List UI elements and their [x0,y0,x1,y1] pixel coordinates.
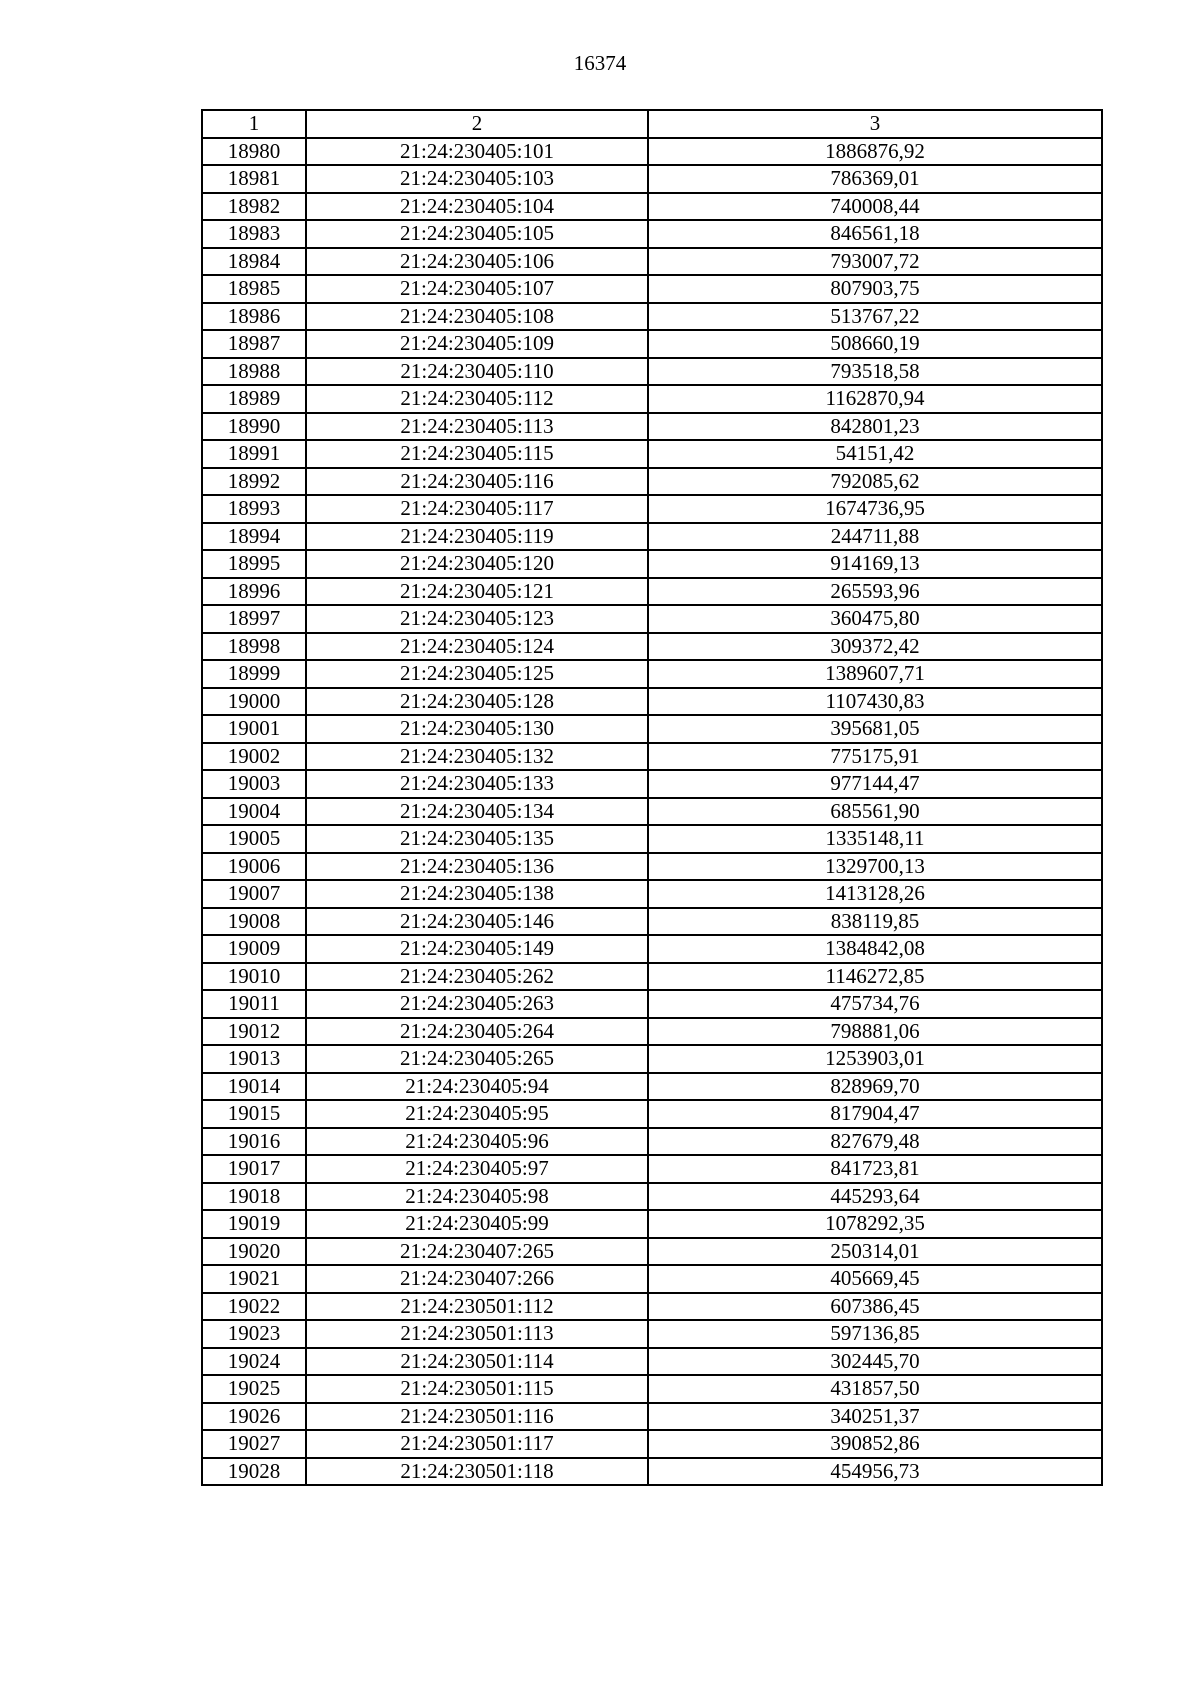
cadastral-number-cell: 21:24:230405:265 [306,1045,648,1073]
table-row [202,523,1102,551]
value-cell: 390852,86 [648,1430,1102,1458]
table-row [202,1183,1102,1211]
row-number-cell: 19018 [202,1183,306,1211]
value-cell: 1674736,95 [648,495,1102,523]
table-row [202,303,1102,331]
row-number-cell: 19007 [202,880,306,908]
row-number-cell: 19022 [202,1293,306,1321]
row-number-cell: 19026 [202,1403,306,1431]
cadastral-number-cell: 21:24:230405:121 [306,578,648,606]
cadastral-number-cell: 21:24:230405:146 [306,908,648,936]
cadastral-number-cell: 21:24:230405:125 [306,660,648,688]
cadastral-number-cell: 21:24:230405:138 [306,880,648,908]
table-row [202,138,1102,166]
value-cell: 846561,18 [648,220,1102,248]
cadastral-number-cell: 21:24:230405:96 [306,1128,648,1156]
cadastral-number-cell: 21:24:230405:107 [306,275,648,303]
table-row [202,1045,1102,1073]
table-row [202,880,1102,908]
row-number-cell: 19020 [202,1238,306,1266]
cadastral-number-cell: 21:24:230405:113 [306,413,648,441]
table-row [202,468,1102,496]
row-number-cell: 19003 [202,770,306,798]
table-row [202,1430,1102,1458]
row-number-cell: 19012 [202,1018,306,1046]
value-cell: 360475,80 [648,605,1102,633]
column-header-1: 1 [202,110,306,138]
value-cell: 508660,19 [648,330,1102,358]
value-cell: 1413128,26 [648,880,1102,908]
table-row [202,1265,1102,1293]
value-cell: 838119,85 [648,908,1102,936]
cadastral-number-cell: 21:24:230405:132 [306,743,648,771]
table-row [202,1375,1102,1403]
row-number-cell: 19005 [202,825,306,853]
table-row [202,248,1102,276]
value-cell: 1384842,08 [648,935,1102,963]
cadastral-number-cell: 21:24:230405:115 [306,440,648,468]
cadastral-number-cell: 21:24:230405:94 [306,1073,648,1101]
row-number-cell: 18989 [202,385,306,413]
table-row [202,990,1102,1018]
row-number-cell: 18980 [202,138,306,166]
row-number-cell: 19027 [202,1430,306,1458]
cadastral-number-cell: 21:24:230501:118 [306,1458,648,1486]
cadastral-number-cell: 21:24:230405:116 [306,468,648,496]
value-cell: 807903,75 [648,275,1102,303]
value-cell: 244711,88 [648,523,1102,551]
row-number-cell: 18983 [202,220,306,248]
value-cell: 793518,58 [648,358,1102,386]
page-number: 16374 [573,51,627,75]
cadastral-number-cell: 21:24:230405:109 [306,330,648,358]
cadastral-number-cell: 21:24:230405:112 [306,385,648,413]
value-cell: 1389607,71 [648,660,1102,688]
value-cell: 513767,22 [648,303,1102,331]
row-number-cell: 18984 [202,248,306,276]
cadastral-number-cell: 21:24:230405:124 [306,633,648,661]
cadastral-number-cell: 21:24:230405:95 [306,1100,648,1128]
row-number-cell: 18991 [202,440,306,468]
table-row [202,385,1102,413]
table-row [202,358,1102,386]
row-number-cell: 19017 [202,1155,306,1183]
cadastral-number-cell: 21:24:230405:117 [306,495,648,523]
cadastral-number-cell: 21:24:230407:265 [306,1238,648,1266]
table-row [202,495,1102,523]
table-row [202,1293,1102,1321]
value-cell: 309372,42 [648,633,1102,661]
value-cell: 395681,05 [648,715,1102,743]
row-number-cell: 19004 [202,798,306,826]
table-row [202,770,1102,798]
value-cell: 786369,01 [648,165,1102,193]
value-cell: 842801,23 [648,413,1102,441]
value-cell: 1253903,01 [648,1045,1102,1073]
row-number-cell: 18994 [202,523,306,551]
row-number-cell: 19009 [202,935,306,963]
cadastral-number-cell: 21:24:230405:264 [306,1018,648,1046]
value-cell: 405669,45 [648,1265,1102,1293]
table-row [202,1210,1102,1238]
row-number-cell: 19025 [202,1375,306,1403]
cadastral-number-cell: 21:24:230405:135 [306,825,648,853]
table-row [202,1073,1102,1101]
cadastral-number-cell: 21:24:230405:128 [306,688,648,716]
row-number-cell: 19001 [202,715,306,743]
column-header-3: 3 [648,110,1102,138]
cadastral-number-cell: 21:24:230405:133 [306,770,648,798]
cadastral-number-cell: 21:24:230405:97 [306,1155,648,1183]
value-cell: 454956,73 [648,1458,1102,1486]
value-cell: 54151,42 [648,440,1102,468]
table-row [202,220,1102,248]
table-row [202,715,1102,743]
cadastral-number-cell: 21:24:230405:101 [306,138,648,166]
cadastral-number-cell: 21:24:230405:99 [306,1210,648,1238]
cadastral-number-cell: 21:24:230405:108 [306,303,648,331]
cadastral-number-cell: 21:24:230405:103 [306,165,648,193]
table-row [202,605,1102,633]
value-cell: 827679,48 [648,1128,1102,1156]
table-row [202,1128,1102,1156]
table-row [202,1320,1102,1348]
row-number-cell: 18999 [202,660,306,688]
cadastral-number-cell: 21:24:230405:262 [306,963,648,991]
table-body [202,138,1102,1486]
row-number-cell: 19014 [202,1073,306,1101]
value-cell: 265593,96 [648,578,1102,606]
cadastral-number-cell: 21:24:230405:98 [306,1183,648,1211]
table-row [202,578,1102,606]
table-row [202,633,1102,661]
row-number-cell: 18987 [202,330,306,358]
table-row [202,743,1102,771]
row-number-cell: 18997 [202,605,306,633]
value-cell: 1146272,85 [648,963,1102,991]
cadastral-number-cell: 21:24:230405:130 [306,715,648,743]
table-row [202,193,1102,221]
value-cell: 914169,13 [648,550,1102,578]
row-number-cell: 18995 [202,550,306,578]
row-number-cell: 18981 [202,165,306,193]
table-row [202,1100,1102,1128]
table-row [202,825,1102,853]
cadastral-number-cell: 21:24:230405:104 [306,193,648,221]
value-cell: 792085,62 [648,468,1102,496]
table-row [202,440,1102,468]
value-cell: 775175,91 [648,743,1102,771]
row-number-cell: 19002 [202,743,306,771]
table-row [202,1155,1102,1183]
table-row [202,853,1102,881]
table-row [202,550,1102,578]
row-number-cell: 19023 [202,1320,306,1348]
cadastral-number-cell: 21:24:230501:112 [306,1293,648,1321]
cadastral-number-cell: 21:24:230405:106 [306,248,648,276]
row-number-cell: 19010 [202,963,306,991]
table-row [202,688,1102,716]
row-number-cell: 18982 [202,193,306,221]
value-cell: 1329700,13 [648,853,1102,881]
cadastral-number-cell: 21:24:230405:149 [306,935,648,963]
value-cell: 1078292,35 [648,1210,1102,1238]
table-row [202,798,1102,826]
value-cell: 828969,70 [648,1073,1102,1101]
cadastral-number-cell: 21:24:230501:115 [306,1375,648,1403]
value-cell: 1886876,92 [648,138,1102,166]
cadastral-number-cell: 21:24:230405:120 [306,550,648,578]
value-cell: 1162870,94 [648,385,1102,413]
row-number-cell: 18990 [202,413,306,441]
row-number-cell: 19019 [202,1210,306,1238]
row-number-cell: 19011 [202,990,306,1018]
row-number-cell: 18996 [202,578,306,606]
table-row [202,1018,1102,1046]
row-number-cell: 18992 [202,468,306,496]
cadastral-number-cell: 21:24:230405:110 [306,358,648,386]
row-number-cell: 18993 [202,495,306,523]
table-row [202,413,1102,441]
row-number-cell: 18988 [202,358,306,386]
value-cell: 445293,64 [648,1183,1102,1211]
value-cell: 817904,47 [648,1100,1102,1128]
cadastral-number-cell: 21:24:230501:113 [306,1320,648,1348]
value-cell: 685561,90 [648,798,1102,826]
cadastral-number-cell: 21:24:230405:105 [306,220,648,248]
cadastral-number-cell: 21:24:230501:117 [306,1430,648,1458]
row-number-cell: 19021 [202,1265,306,1293]
table-row [202,275,1102,303]
table-row [202,330,1102,358]
table-row [202,908,1102,936]
value-cell: 793007,72 [648,248,1102,276]
table-row [202,935,1102,963]
cadastral-number-cell: 21:24:230405:123 [306,605,648,633]
column-header-2: 2 [306,110,648,138]
row-number-cell: 19006 [202,853,306,881]
row-number-cell: 19013 [202,1045,306,1073]
value-cell: 841723,81 [648,1155,1102,1183]
cadastral-number-cell: 21:24:230501:116 [306,1403,648,1431]
cadastral-number-cell: 21:24:230405:119 [306,523,648,551]
row-number-cell: 18998 [202,633,306,661]
table-row [202,1458,1102,1486]
row-number-cell: 19028 [202,1458,306,1486]
row-number-cell: 18986 [202,303,306,331]
cadastral-number-cell: 21:24:230405:263 [306,990,648,1018]
value-cell: 250314,01 [648,1238,1102,1266]
row-number-cell: 19008 [202,908,306,936]
cadastral-number-cell: 21:24:230407:266 [306,1265,648,1293]
table-row [202,1348,1102,1376]
value-cell: 302445,70 [648,1348,1102,1376]
row-number-cell: 18985 [202,275,306,303]
row-number-cell: 19024 [202,1348,306,1376]
table-row [202,963,1102,991]
value-cell: 431857,50 [648,1375,1102,1403]
cadastral-number-cell: 21:24:230405:134 [306,798,648,826]
value-cell: 340251,37 [648,1403,1102,1431]
table-row [202,1403,1102,1431]
table-row [202,660,1102,688]
cadastral-number-cell: 21:24:230501:114 [306,1348,648,1376]
data-table [201,109,1103,1486]
row-number-cell: 19000 [202,688,306,716]
header-row [202,110,1102,138]
row-number-cell: 19015 [202,1100,306,1128]
cadastral-number-cell: 21:24:230405:136 [306,853,648,881]
value-cell: 607386,45 [648,1293,1102,1321]
table-header [202,110,1102,138]
table-row [202,1238,1102,1266]
table-row [202,165,1102,193]
value-cell: 475734,76 [648,990,1102,1018]
row-number-cell: 19016 [202,1128,306,1156]
value-cell: 1107430,83 [648,688,1102,716]
value-cell: 977144,47 [648,770,1102,798]
value-cell: 740008,44 [648,193,1102,221]
value-cell: 1335148,11 [648,825,1102,853]
value-cell: 798881,06 [648,1018,1102,1046]
value-cell: 597136,85 [648,1320,1102,1348]
